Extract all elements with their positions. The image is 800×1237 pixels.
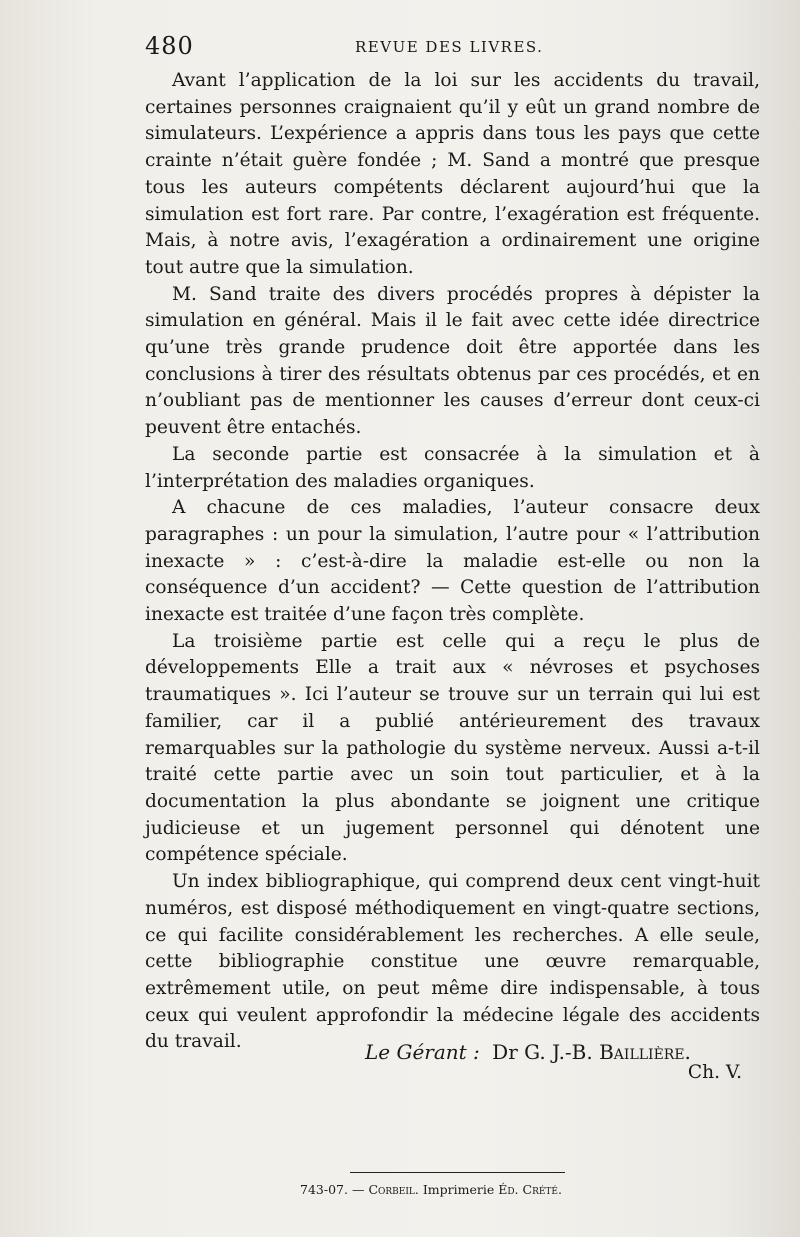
gerant-role: Le Gérant : [365, 1040, 480, 1064]
printer-imprint [300, 1182, 562, 1197]
imprint-owner: Éd. Crété. [498, 1182, 562, 1197]
imprint-printer: Imprimerie [422, 1182, 495, 1197]
footer-divider [350, 1172, 565, 1173]
imprint-dash: — [351, 1182, 365, 1197]
gerant-initials: G. J.-B. [524, 1040, 593, 1064]
imprint-number: 743-07. [300, 1182, 348, 1197]
imprint-city: Corbeil. [368, 1182, 419, 1197]
review-body [145, 68, 760, 1087]
paragraph: A chacune de ces maladies, l’auteur consacre deux paragraphes : un pour la simulation, l’autre pour « l’attribution inexacte » : c’est-à-dire la maladie est-elle ou non la conséquence d’un accident? — Cette question de l’attribution inexacte est traitée d’une façon très complète. [145, 497, 760, 626]
page-header [145, 32, 760, 62]
paragraph: La troisième partie est celle qui a reçu le plus de développements Elle a trait aux « névroses et psychoses traumatiques ». Ici l’auteur se trouve sur un terrain qui lui est familier, car il a publié antérieurement des travaux remarquables sur la pathologie du système nerveux. Aussi a-t-il traité cette partie avec un soin tout particulier, et à la documentation la plus abondante se joignent une critique judicieuse et un jugement personnel qui dénotent une compétence spéciale. [145, 630, 760, 866]
review-signature: Ch. V. [687, 1062, 742, 1084]
gerant-surname: Baillière. [599, 1040, 691, 1064]
paragraph: M. Sand traite des divers procédés propres à dépister la simulation en général. Mais il le fait avec cette idée directrice qu’une très grande prudence doit être apportée dans les conclusions à tirer des résultats obtenus par ces procédés, et en n’oubliant pas de mentionner les causes d’erreur dont ceux-ci peuvent être entachés. [145, 283, 760, 439]
gerant-line [365, 1040, 691, 1064]
running-title: REVUE DES LIVRES. [355, 38, 544, 56]
gerant-title: Dr [492, 1040, 518, 1064]
paragraph: Avant l’application de la loi sur les accidents du travail, certaines personnes craignaient qu’il y eût un grand nombre de simulateurs. L’expérience a appris dans tous les pays que cette crainte n’était guère fondée ; M. Sand a montré que presque tous les auteurs compétents déclarent aujourd’hui que la simulation est fort rare. Par contre, l’exagération est fréquente. Mais, à notre avis, l’exagération a ordinairement une origine tout autre que la simulation. [145, 70, 760, 278]
paragraph: Un index bibliographique, qui comprend deux cent vingt-huit numéros, est disposé méthodiquement en vingt-quatre sections, ce qui facilite considérablement les recherches. A elle seule, cette bibliographie constitue une œuvre remarquable, extrêmement utile, on peut même dire indispensable, à tous ceux qui veulent approfondir la médecine légale des accidents du travail. [145, 871, 760, 1053]
gerant-name [492, 1040, 691, 1064]
page-number: 480 [145, 32, 194, 60]
paragraph: La seconde partie est consacrée à la simulation et à l’interprétation des maladies organiques. [145, 443, 760, 492]
